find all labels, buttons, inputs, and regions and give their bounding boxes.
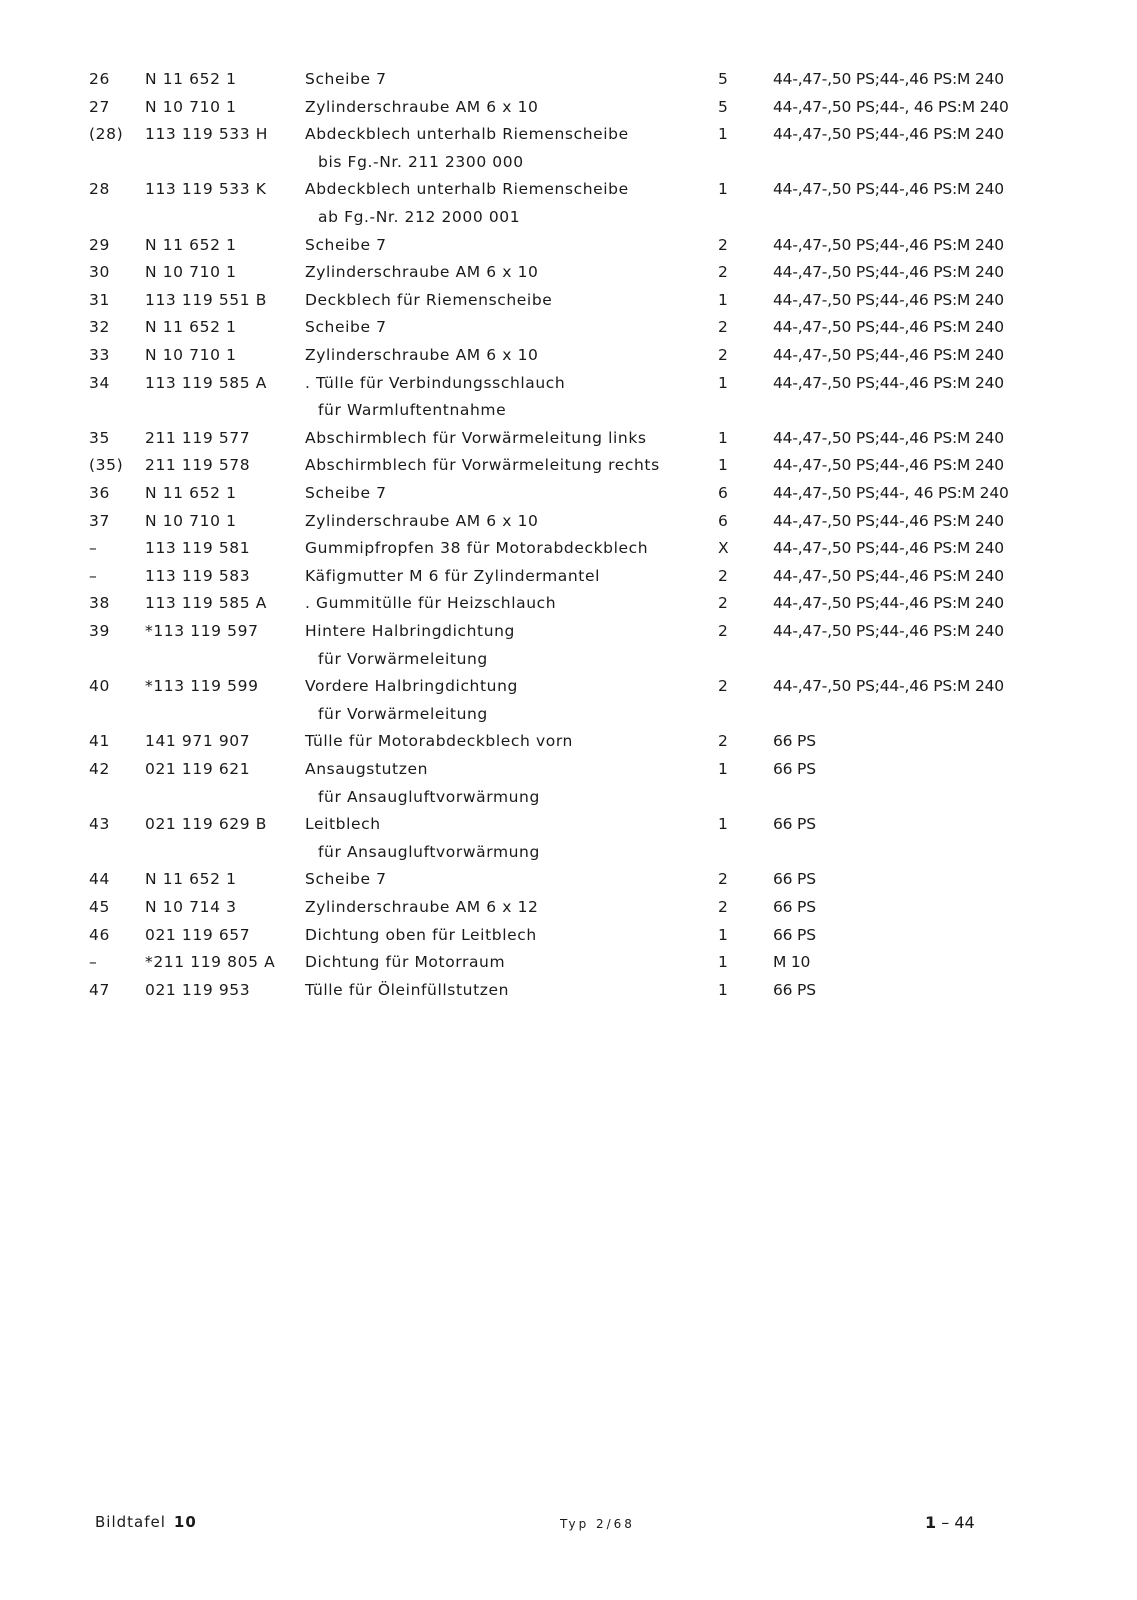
part-number: N 10 714 3	[145, 898, 237, 916]
position-number: 43	[89, 815, 110, 834]
quantity: 2	[718, 677, 729, 696]
part-description: Zylinderschraube AM 6 x 10	[305, 263, 539, 282]
quantity: 2	[718, 898, 729, 916]
part-description: Leitblech	[305, 815, 381, 834]
remark: 44-,47-,50 PS;44-,46 PS:M 240	[773, 594, 1004, 613]
position-number: 46	[89, 925, 110, 944]
quantity: 2	[718, 870, 729, 889]
table-row	[0, 594, 1137, 622]
part-number: N 11 652 1	[145, 318, 237, 337]
quantity: 2	[718, 346, 729, 364]
position-number: –	[89, 566, 98, 585]
quantity: 1	[718, 180, 729, 199]
quantity: X	[718, 539, 730, 558]
remark: 66 PS	[773, 898, 816, 916]
footer-page-number	[925, 1513, 975, 1532]
quantity: 1	[718, 953, 729, 972]
table-row	[0, 539, 1137, 567]
table-row	[0, 429, 1137, 457]
part-number: N 10 710 1	[145, 263, 237, 282]
position-number: 33	[89, 346, 110, 364]
remark: 44-,47-,50 PS;44-,46 PS:M 240	[773, 456, 1004, 475]
part-number: N 10 710 1	[145, 511, 237, 530]
quantity: 2	[718, 622, 729, 640]
position-number: 40	[89, 677, 110, 696]
position-number: 45	[89, 898, 110, 916]
part-number: N 11 652 1	[145, 70, 237, 88]
part-number: N 11 652 1	[145, 484, 237, 502]
part-description: Hintere Halbringdichtung	[305, 622, 515, 640]
page-separator: –	[936, 1513, 955, 1532]
position-number: 29	[89, 235, 110, 254]
remark: 44-,47-,50 PS;44-,46 PS:M 240	[773, 318, 1004, 337]
part-description-continuation: für Ansaugluftvorwärmung	[318, 787, 540, 806]
part-description: Tülle für Öleinfüllstutzen	[305, 980, 510, 999]
part-description: Ansaugstutzen	[305, 760, 429, 778]
page-major: 1	[925, 1513, 937, 1532]
quantity: 2	[718, 263, 729, 282]
table-row	[0, 760, 1137, 788]
position-number: 31	[89, 290, 110, 309]
table-row	[0, 567, 1137, 595]
table-row	[0, 456, 1137, 484]
table-row	[0, 263, 1137, 291]
position-number: 39	[89, 622, 110, 640]
part-number: 113 119 585 A	[145, 594, 267, 613]
part-description: Zylinderschraube AM 6 x 10	[305, 97, 539, 116]
table-row	[0, 815, 1137, 843]
quantity: 2	[718, 566, 729, 585]
quantity: 1	[718, 925, 729, 944]
position-number: 28	[89, 180, 110, 199]
quantity: 1	[718, 815, 729, 834]
remark: 66 PS	[773, 980, 816, 999]
table-row	[0, 236, 1137, 264]
remark: 66 PS	[773, 925, 816, 944]
footer-plate-label: Bildtafel	[95, 1513, 166, 1531]
footer-type: Typ 2/68	[560, 1517, 635, 1531]
part-description-continuation: für Vorwärmeleitung	[318, 649, 488, 668]
remark: 44-,47-,50 PS;44-,46 PS:M 240	[773, 180, 1004, 199]
footer-plate	[95, 1513, 197, 1531]
quantity: 5	[718, 97, 729, 116]
table-row	[0, 622, 1137, 650]
part-description: Dichtung oben für Leitblech	[305, 925, 537, 944]
remark: 44-,47-,50 PS;44-,46 PS:M 240	[773, 373, 1004, 392]
position-number: 35	[89, 428, 110, 447]
quantity: 1	[718, 290, 729, 309]
table-row	[0, 677, 1137, 705]
quantity: 2	[718, 732, 729, 751]
table-row	[0, 898, 1137, 926]
part-number: N 11 652 1	[145, 235, 237, 254]
quantity: 6	[718, 484, 729, 502]
table-row	[0, 98, 1137, 126]
table-row	[0, 512, 1137, 540]
footer-plate-number: 10	[173, 1513, 197, 1531]
quantity: 6	[718, 511, 729, 530]
position-number: 41	[89, 732, 110, 751]
position-number: –	[89, 539, 98, 558]
part-description-continuation: für Warmluftentnahme	[318, 401, 507, 420]
part-description: Zylinderschraube AM 6 x 10	[305, 511, 539, 530]
part-number: *211 119 805 A	[145, 953, 276, 972]
position-number: (28)	[89, 125, 124, 144]
part-description: Abdeckblech unterhalb Riemenscheibe	[305, 125, 629, 144]
part-number: N 11 652 1	[145, 870, 237, 889]
part-description: Zylinderschraube AM 6 x 10	[305, 346, 539, 364]
remark: 44-,47-,50 PS;44-,46 PS:M 240	[773, 677, 1004, 696]
quantity: 1	[718, 125, 729, 144]
table-row	[0, 318, 1137, 346]
position-number: 34	[89, 373, 110, 392]
table-row	[0, 70, 1137, 98]
table-row	[0, 926, 1137, 954]
remark: 44-,47-,50 PS;44-,46 PS:M 240	[773, 428, 1004, 447]
position-number: 26	[89, 70, 110, 88]
remark: 66 PS	[773, 870, 816, 889]
part-number: N 10 710 1	[145, 346, 237, 364]
remark: 44-,47-,50 PS;44-,46 PS:M 240	[773, 125, 1004, 144]
part-description-continuation: bis Fg.-Nr. 211 2300 000	[318, 152, 524, 171]
remark: 44-,47-,50 PS;44-,46 PS:M 240	[773, 539, 1004, 558]
table-row	[0, 981, 1137, 1009]
part-number: *113 119 597	[145, 622, 259, 640]
page-minor: 44	[954, 1513, 975, 1532]
part-number: 113 119 533 K	[145, 180, 267, 199]
remark: 66 PS	[773, 760, 816, 778]
part-description: Scheibe 7	[305, 318, 387, 337]
quantity: 1	[718, 428, 729, 447]
position-number: 47	[89, 980, 110, 999]
position-number: 30	[89, 263, 110, 282]
position-number: 36	[89, 484, 110, 502]
quantity: 2	[718, 235, 729, 254]
part-description: . Gummitülle für Heizschlauch	[305, 594, 557, 613]
remark: 44-,47-,50 PS;44-,46 PS:M 240	[773, 235, 1004, 254]
part-number: *113 119 599	[145, 677, 259, 696]
quantity: 1	[718, 373, 729, 392]
remark: 44-,47-,50 PS;44-,46 PS:M 240	[773, 511, 1004, 530]
part-number: N 10 710 1	[145, 97, 237, 116]
remark: 44-,47-,50 PS;44-,46 PS:M 240	[773, 263, 1004, 282]
quantity: 2	[718, 318, 729, 337]
position-number: 27	[89, 97, 110, 116]
part-number: 021 119 657	[145, 925, 251, 944]
table-row	[0, 953, 1137, 981]
position-number: 32	[89, 318, 110, 337]
part-number: 211 119 578	[145, 456, 251, 475]
part-description: Scheibe 7	[305, 235, 387, 254]
quantity: 1	[718, 456, 729, 475]
remark: 66 PS	[773, 815, 816, 834]
remark: 44-,47-,50 PS;44-, 46 PS:M 240	[773, 484, 1009, 502]
part-number: 113 119 533 H	[145, 125, 268, 144]
part-description: Tülle für Motorabdeckblech vorn	[305, 732, 573, 751]
table-row	[0, 180, 1137, 208]
part-number: 021 119 953	[145, 980, 251, 999]
table-row	[0, 870, 1137, 898]
table-row	[0, 291, 1137, 319]
part-description-continuation: für Vorwärmeleitung	[318, 704, 488, 723]
part-number: 113 119 585 A	[145, 373, 267, 392]
part-description: Vordere Halbringdichtung	[305, 677, 518, 696]
part-description: Käfigmutter M 6 für Zylindermantel	[305, 566, 601, 585]
position-number: –	[89, 953, 98, 972]
quantity: 1	[718, 760, 729, 778]
remark: 44-,47-,50 PS;44-, 46 PS:M 240	[773, 97, 1009, 116]
remark: 44-,47-,50 PS;44-,46 PS:M 240	[773, 622, 1004, 640]
part-description: Abschirmblech für Vorwärmeleitung rechts	[305, 456, 660, 475]
part-number: 113 119 583	[145, 566, 251, 585]
table-row	[0, 484, 1137, 512]
position-number: 38	[89, 594, 110, 613]
position-number: 42	[89, 760, 110, 778]
part-description: . Tülle für Verbindungsschlauch	[305, 373, 566, 392]
part-description-continuation: ab Fg.-Nr. 212 2000 001	[318, 208, 521, 226]
part-number: 211 119 577	[145, 428, 251, 447]
remark: M 10	[773, 953, 811, 972]
quantity: 1	[718, 980, 729, 999]
position-number: (35)	[89, 456, 124, 475]
remark: 44-,47-,50 PS;44-,46 PS:M 240	[773, 346, 1004, 364]
part-number: 113 119 581	[145, 539, 251, 558]
remark: 44-,47-,50 PS;44-,46 PS:M 240	[773, 70, 1004, 88]
table-row	[0, 125, 1137, 153]
part-description: Zylinderschraube AM 6 x 12	[305, 898, 539, 916]
part-description: Gummipfropfen 38 für Motorabdeckblech	[305, 539, 649, 558]
position-number: 37	[89, 511, 110, 530]
part-description: Dichtung für Motorraum	[305, 953, 506, 972]
remark: 44-,47-,50 PS;44-,46 PS:M 240	[773, 566, 1004, 585]
part-number: 021 119 629 B	[145, 815, 267, 834]
table-row	[0, 374, 1137, 402]
part-description: Scheibe 7	[305, 870, 387, 889]
table-row	[0, 732, 1137, 760]
remark: 66 PS	[773, 732, 816, 751]
part-description: Scheibe 7	[305, 484, 387, 502]
part-number: 021 119 621	[145, 760, 251, 778]
part-description: Abschirmblech für Vorwärmeleitung links	[305, 428, 647, 447]
part-description-continuation: für Ansaugluftvorwärmung	[318, 842, 540, 861]
remark: 44-,47-,50 PS;44-,46 PS:M 240	[773, 290, 1004, 309]
part-number: 141 971 907	[145, 732, 251, 751]
quantity: 2	[718, 594, 729, 613]
part-description: Abdeckblech unterhalb Riemenscheibe	[305, 180, 629, 199]
position-number: 44	[89, 870, 110, 889]
table-row	[0, 346, 1137, 374]
part-description: Deckblech für Riemenscheibe	[305, 290, 553, 309]
part-number: 113 119 551 B	[145, 290, 267, 309]
quantity: 5	[718, 70, 729, 88]
part-description: Scheibe 7	[305, 70, 387, 88]
